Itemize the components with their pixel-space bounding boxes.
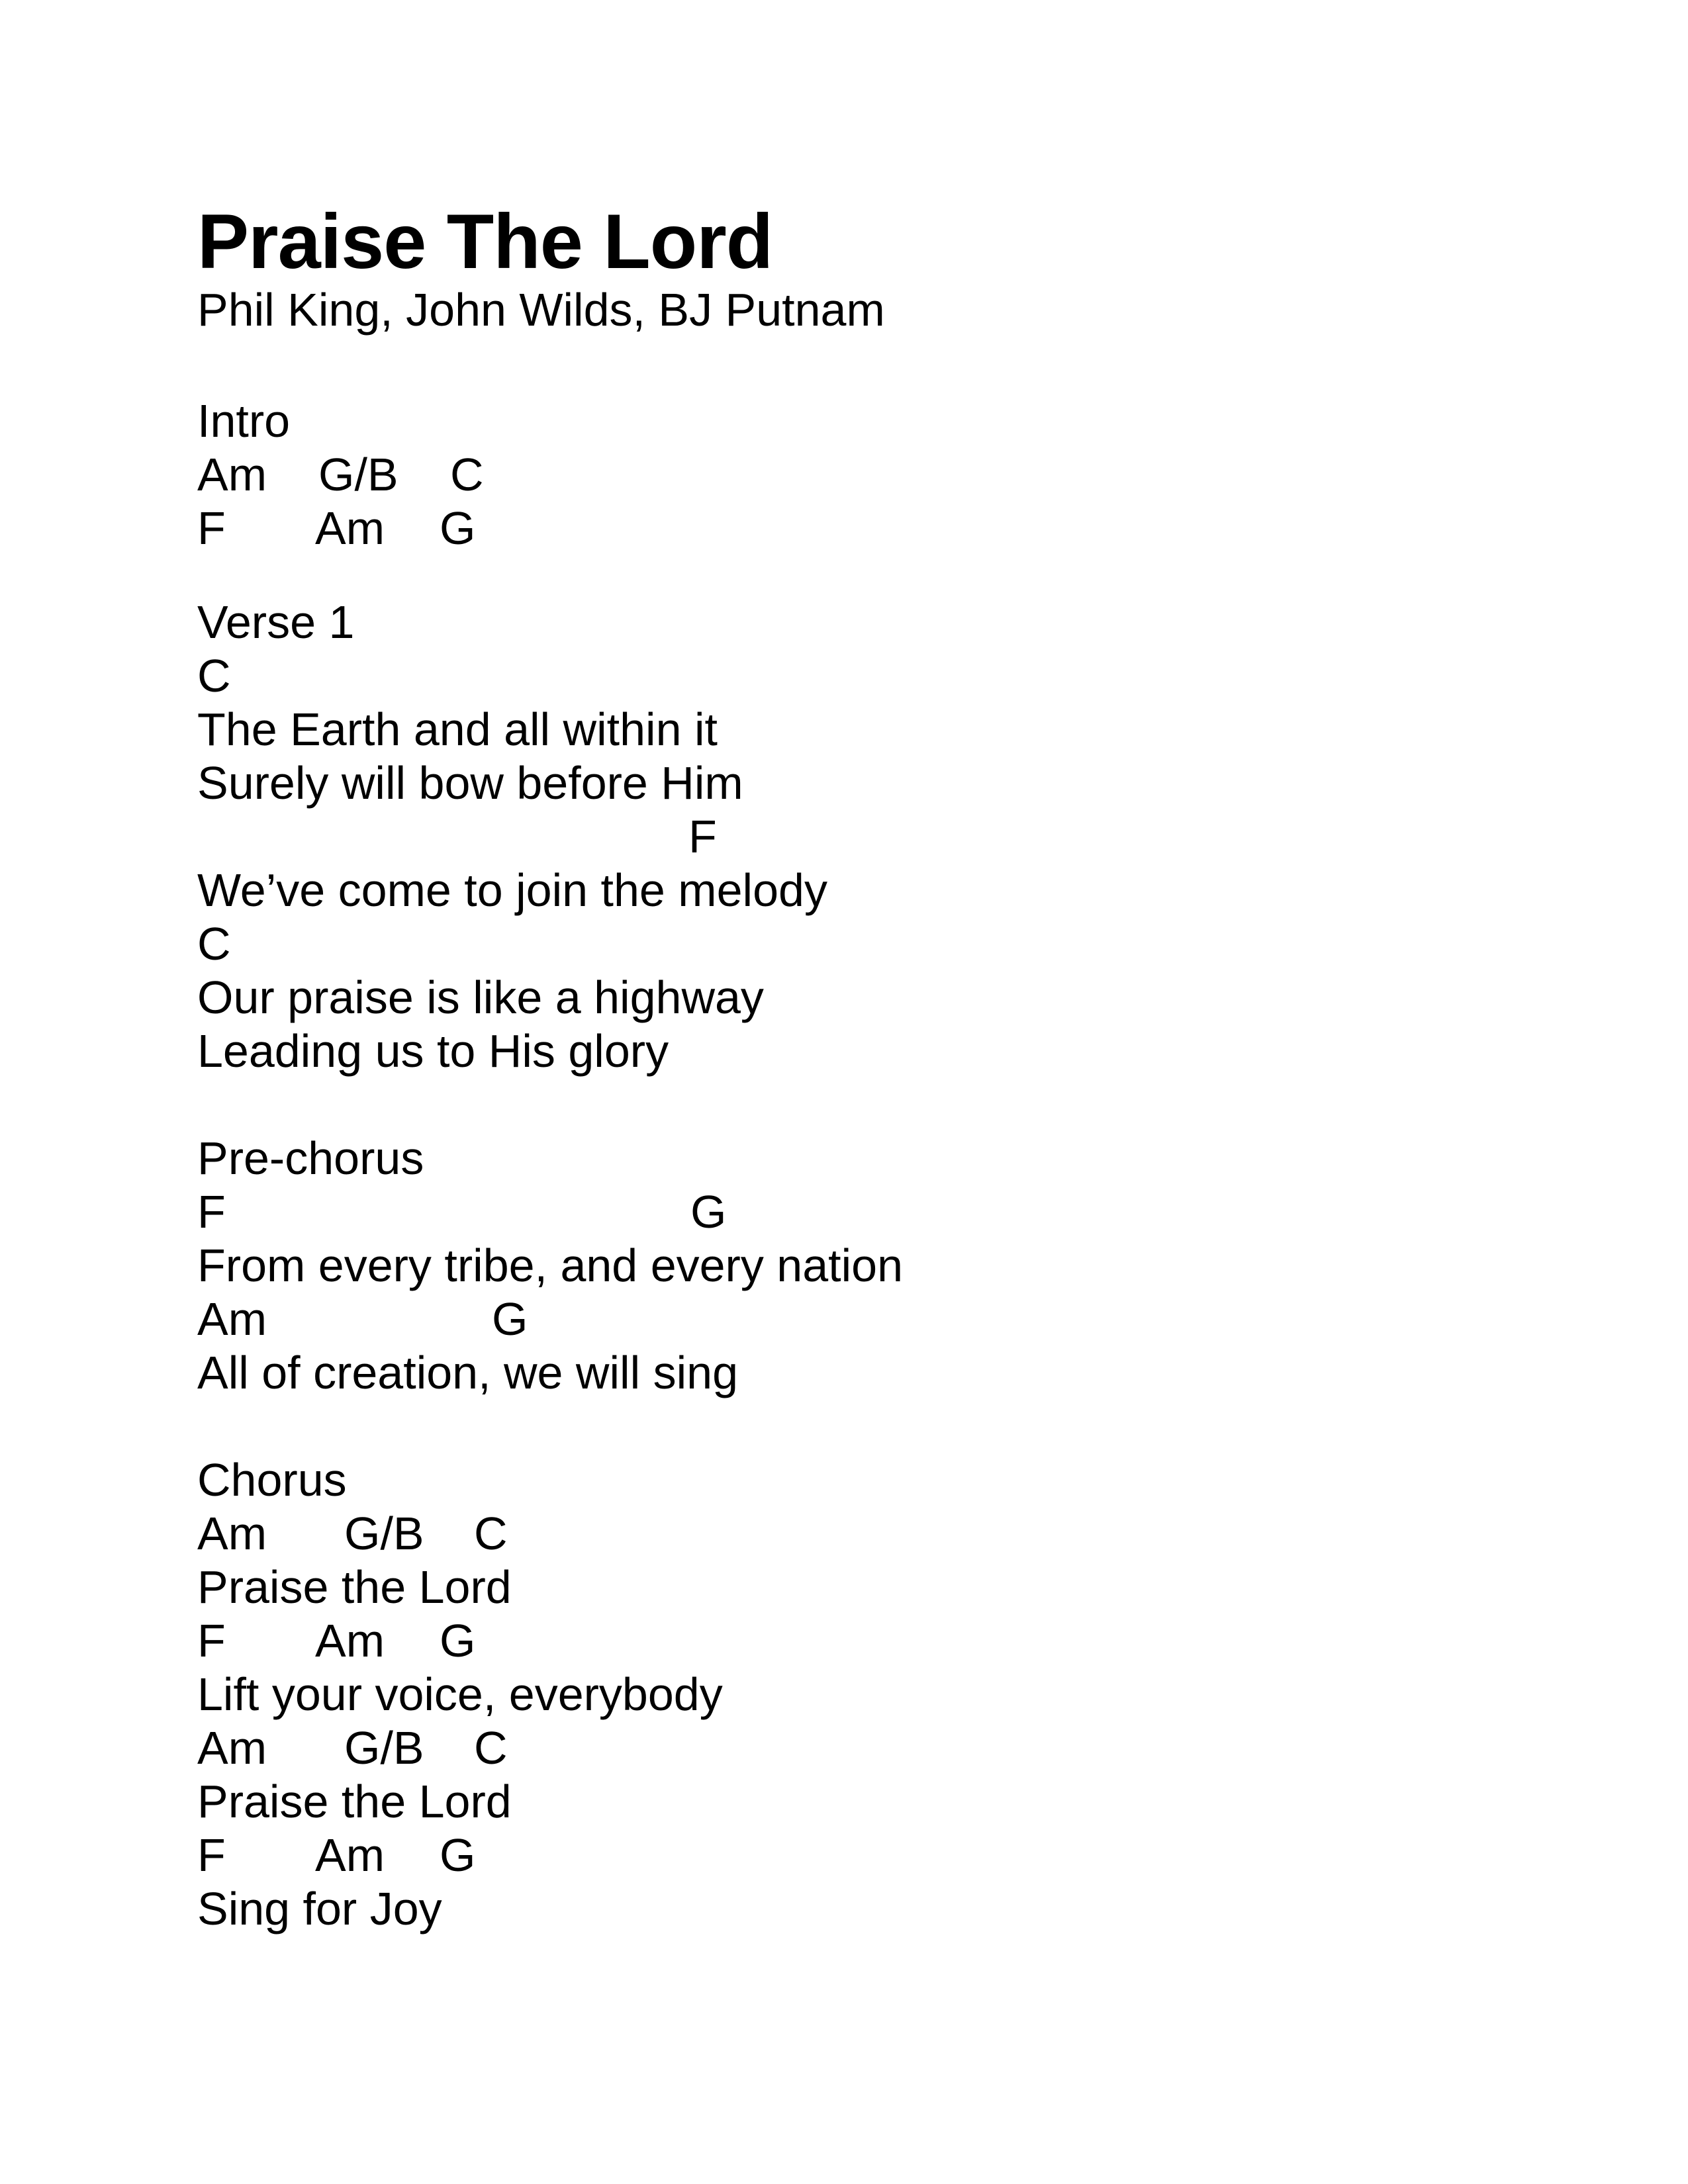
chord-line bbox=[197, 1614, 727, 1668]
section-label-verse-1: Verse 1 bbox=[197, 596, 355, 648]
chord-line bbox=[197, 1829, 727, 1882]
lyric-line: All of creation, we will sing bbox=[197, 1347, 738, 1398]
chord: Am bbox=[197, 1508, 267, 1559]
chord-line bbox=[197, 810, 992, 864]
section-label-intro: Intro bbox=[197, 395, 291, 447]
chord-line bbox=[197, 448, 727, 502]
chord: C bbox=[474, 1722, 508, 1774]
chord-line bbox=[197, 502, 727, 555]
lyric-line: We’ve come to join the melody bbox=[197, 864, 827, 916]
chord-line bbox=[197, 649, 727, 703]
chord: Am bbox=[315, 1615, 385, 1666]
chord-line bbox=[197, 1185, 992, 1239]
chord: G/B bbox=[344, 1722, 424, 1774]
chord: G/B bbox=[344, 1508, 424, 1559]
chord: F bbox=[688, 811, 717, 862]
chord: C bbox=[474, 1508, 508, 1559]
lyric-line: Praise the Lord bbox=[197, 1561, 512, 1613]
chord-line bbox=[197, 917, 727, 971]
lyric-line: Surely will bow before Him bbox=[197, 757, 743, 809]
song-title: Praise The Lord bbox=[197, 198, 773, 285]
chord: Am bbox=[315, 1829, 385, 1881]
chord: F bbox=[197, 1186, 226, 1238]
lyric-line: Our praise is like a highway bbox=[197, 972, 764, 1023]
chord: G bbox=[440, 1615, 476, 1666]
chord: F bbox=[197, 1615, 226, 1666]
chord: C bbox=[197, 650, 231, 702]
chord-line bbox=[197, 1721, 727, 1775]
chord: G/B bbox=[318, 449, 399, 500]
chord: G bbox=[440, 502, 476, 554]
chord: G bbox=[492, 1293, 528, 1345]
chord: C bbox=[197, 918, 231, 970]
lyric-line: Leading us to His glory bbox=[197, 1025, 669, 1077]
lyric-line: Praise the Lord bbox=[197, 1776, 512, 1827]
chord-line bbox=[197, 1507, 727, 1561]
chord: Am bbox=[315, 502, 385, 554]
chord: G bbox=[440, 1829, 476, 1881]
chord-line bbox=[197, 1293, 859, 1346]
chord: C bbox=[450, 449, 484, 500]
chord: F bbox=[197, 1829, 226, 1881]
chord: G bbox=[690, 1186, 727, 1238]
chord: F bbox=[197, 502, 226, 554]
lyric-line: The Earth and all within it bbox=[197, 704, 718, 755]
song-authors: Phil King, John Wilds, BJ Putnam bbox=[197, 284, 885, 336]
lyric-line: Sing for Joy bbox=[197, 1883, 442, 1934]
section-label-pre-chorus: Pre-chorus bbox=[197, 1132, 424, 1184]
chord: Am bbox=[197, 1722, 267, 1774]
lyric-line: Lift your voice, everybody bbox=[197, 1668, 723, 1720]
section-label-chorus: Chorus bbox=[197, 1454, 347, 1506]
lyric-line: From every tribe, and every nation bbox=[197, 1240, 904, 1291]
chord: Am bbox=[197, 1293, 267, 1345]
chord: Am bbox=[197, 449, 267, 500]
